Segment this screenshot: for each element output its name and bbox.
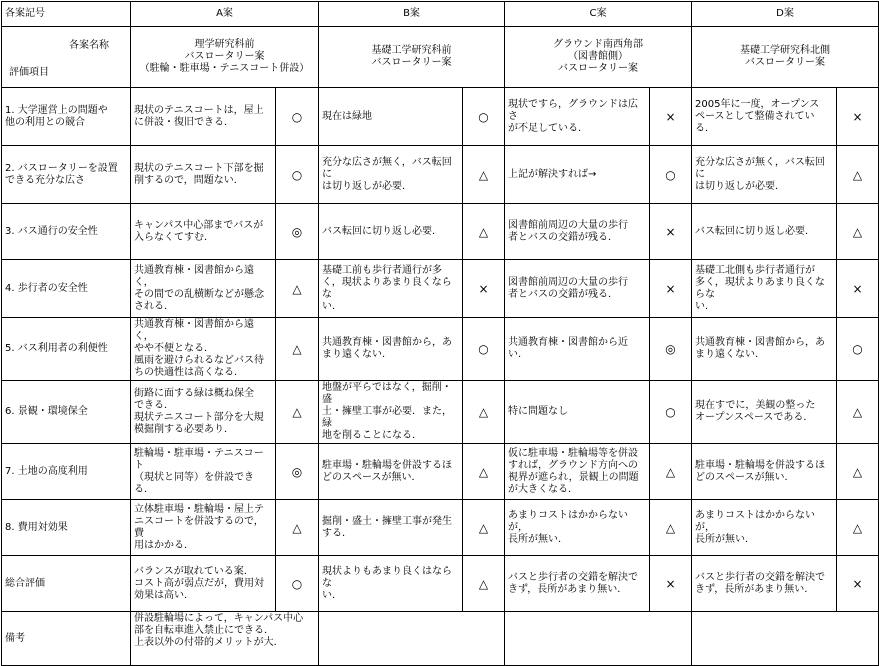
plan-b-comment: 地盤が平らではなく，掘削・盛 土・擁壁工事が必要．また，緑 地を削ることになる．	[319, 381, 463, 444]
criterion-row	[2, 204, 879, 260]
plan-c-comment: 仮に駐車場・駐輪場等を併設 すれば，グラウンド方向への 視界が遮られ，景観上の問題 が大きくなる．	[505, 444, 650, 500]
criterion-row	[2, 88, 879, 146]
plan-a-rating-mark: △	[276, 381, 319, 444]
plan-c-rating-mark: ○	[650, 146, 692, 204]
plan-d-comment: 2005年に一度，オープンス ペースとして整備されている．	[692, 88, 837, 146]
plan-d-rating-mark: △	[837, 444, 879, 500]
plan-a-rating-mark: △	[276, 500, 319, 556]
plan-d-comment: 駐車場・駐輪場を併設するほ どのスペースが無い．	[692, 444, 837, 500]
plan-d-comment: 基礎工北側も歩行者通行が 多く，現状よりあまり良くならな い．	[692, 260, 837, 318]
remarks-row	[2, 612, 879, 666]
plan-b-rating-mark: △	[463, 146, 505, 204]
plan-a-comment: キャンパス中心部までバスが 入らなくてすむ．	[131, 204, 276, 260]
plan-b-comment: 掘削・盛土・擁壁工事が発生 する．	[319, 500, 463, 556]
plan-a-name: 理学研究科前 バスロータリー案 （駐輪・駐車場・テニスコート併設）	[131, 27, 319, 88]
plan-c-rating-mark: △	[650, 500, 692, 556]
plan-c-key: C案	[505, 2, 692, 27]
plan-a-key: A案	[131, 2, 319, 27]
criterion-row	[2, 500, 879, 556]
plan-c-rating-mark: ×	[650, 556, 692, 612]
plan-c-comment: 上記が解決すれば→	[505, 146, 650, 204]
plan-a-rating-mark: △	[276, 318, 319, 381]
criterion-label: 総合評価	[2, 556, 131, 612]
plan-b-rating-mark: △	[463, 500, 505, 556]
plan-a-rating-mark: ◎	[276, 444, 319, 500]
plan-a-comment: 立体駐車場・駐輪場・屋上テ ニスコートを併設するので，費 用はかかる．	[131, 500, 276, 556]
plan-b-comment: バス転回に切り返し必要．	[319, 204, 463, 260]
plan-d-remarks	[692, 612, 879, 666]
plan-c-rating-mark: ○	[650, 381, 692, 444]
criterion-label: 6. 景観・環境保全	[2, 381, 131, 444]
plan-d-rating-mark: ×	[837, 88, 879, 146]
plan-a-comment: バランスが取れている案． コスト高が弱点だが，費用対 効果は高い．	[131, 556, 276, 612]
criterion-label: 2. バスロータリーを設置 できる充分な広さ	[2, 146, 131, 204]
plan-b-rating-mark: ○	[463, 318, 505, 381]
plan-d-comment: 共通教育棟・図書館から，あ まり遠くない．	[692, 318, 837, 381]
criterion-row	[2, 381, 879, 444]
criterion-label: 7. 土地の高度利用	[2, 444, 131, 500]
plan-d-rating-mark: ○	[837, 318, 879, 381]
plan-a-comment: 現状のテニスコートは，屋上 に併設・復旧できる．	[131, 88, 276, 146]
plan-b-key: B案	[319, 2, 505, 27]
plan-c-comment: あまりコストはかからないが， 長所が無い．	[505, 500, 650, 556]
name-header-cell	[2, 27, 131, 88]
plan-a-rating-mark: ○	[276, 146, 319, 204]
plan-c-rating-mark: △	[650, 444, 692, 500]
corner-label: 各案記号	[2, 2, 131, 27]
plan-d-rating-mark: △	[837, 146, 879, 204]
plan-c-rating-mark: ×	[650, 88, 692, 146]
plan-c-rating-mark: ×	[650, 204, 692, 260]
plan-a-comment: 共通教育棟・図書館から遠く， その間での乱横断などが懸念 される．	[131, 260, 276, 318]
plan-c-comment: 現状ですら，グラウンドは広さ が不足している．	[505, 88, 650, 146]
criterion-label: 5. バス利用者の利便性	[2, 318, 131, 381]
plan-a-comment: 街路に面する緑は概ね保全 できる． 現状テニスコート部分を大規 模掘削する必要あり．	[131, 381, 276, 444]
plan-b-remarks	[319, 612, 505, 666]
criterion-label: 8. 費用対効果	[2, 500, 131, 556]
plan-b-name: 基礎工学研究科前 バスロータリー案	[319, 27, 505, 88]
criterion-label: 1. 大学運営上の問題や 他の利用との競合	[2, 88, 131, 146]
plan-c-comment: 共通教育棟・図書館から近 い．	[505, 318, 650, 381]
plan-d-comment: あまりコストはかからないが， 長所が無い．	[692, 500, 837, 556]
plan-a-rating-mark: △	[276, 260, 319, 318]
plan-a-comment: 共通教育棟・図書館から遠く， やや不便となる． 風雨を避けられるなどバス待 ちの快適性は高くなる．	[131, 318, 276, 381]
plan-d-comment: 充分な広さが無く，バス転回に は切り返しが必要．	[692, 146, 837, 204]
plan-b-rating-mark: ×	[463, 260, 505, 318]
plan-d-comment: バスと歩行者の交錯を解決で きず，長所があまり無い．	[692, 556, 837, 612]
plan-c-name: グラウンド南西角部 （図書館側） バスロータリー案	[505, 27, 692, 88]
plan-b-comment: 現在は緑地	[319, 88, 463, 146]
name-header-bottom: 評価項目	[9, 67, 49, 78]
criterion-row	[2, 260, 879, 318]
plan-a-remarks: 併設駐輪場によって，キャンパス中心 部を自転車進入禁止にできる． 上表以外の付帯的メリットが大．	[131, 612, 319, 666]
plan-c-comment: バスと歩行者の交錯を解決で きず，長所があまり無い．	[505, 556, 650, 612]
plan-d-rating-mark: △	[837, 500, 879, 556]
plan-b-rating-mark: ○	[463, 88, 505, 146]
plan-d-rating-mark: △	[837, 381, 879, 444]
plan-d-rating-mark: △	[837, 204, 879, 260]
criterion-row	[2, 556, 879, 612]
plan-c-comment: 特に問題なし	[505, 381, 650, 444]
plan-b-comment: 基礎工前も歩行者通行が多 く，現状よりあまり良くならな い．	[319, 260, 463, 318]
criterion-label: 3. バス通行の安全性	[2, 204, 131, 260]
plan-a-comment: 現状のテニスコート下部を掘 削するので，問題ない．	[131, 146, 276, 204]
plan-d-name: 基礎工学研究科北側 バスロータリー案	[692, 27, 879, 88]
plan-b-comment: 現状よりもあまり良くはならな い．	[319, 556, 463, 612]
plan-b-rating-mark: △	[463, 444, 505, 500]
plan-a-rating-mark: ○	[276, 88, 319, 146]
criterion-row	[2, 146, 879, 204]
plan-b-rating-mark: △	[463, 556, 505, 612]
criterion-row	[2, 444, 879, 500]
plan-b-rating-mark: △	[463, 381, 505, 444]
plan-name-row	[2, 27, 879, 88]
plan-b-comment: 共通教育棟・図書館から，あ まり遠くない．	[319, 318, 463, 381]
criterion-label: 4. 歩行者の安全性	[2, 260, 131, 318]
plan-a-rating-mark: ○	[276, 556, 319, 612]
plan-b-rating-mark: △	[463, 204, 505, 260]
evaluation-table	[1, 1, 879, 666]
name-header-top: 各案名称	[69, 40, 109, 51]
plan-d-comment: バス転回に切り返し必要．	[692, 204, 837, 260]
plan-b-comment: 充分な広さが無く，バス転回に は切り返しが必要．	[319, 146, 463, 204]
plan-a-rating-mark: ◎	[276, 204, 319, 260]
plan-c-rating-mark: ×	[650, 260, 692, 318]
plan-c-comment: 図書館前周辺の大量の歩行 者とバスの交錯が残る．	[505, 204, 650, 260]
plan-d-comment: 現在すでに，美観の整った オープンスペースである．	[692, 381, 837, 444]
plan-d-rating-mark: ×	[837, 556, 879, 612]
plan-d-key: D案	[692, 2, 879, 27]
plan-d-rating-mark: ×	[837, 260, 879, 318]
plan-c-remarks	[505, 612, 692, 666]
plan-c-rating-mark: ◎	[650, 318, 692, 381]
plan-c-comment: 図書館前周辺の大量の歩行 者とバスの交錯が残る．	[505, 260, 650, 318]
plan-a-comment: 駐輪場・駐車場・テニスコート （現状と同等）を併設できる．	[131, 444, 276, 500]
plan-b-comment: 駐車場・駐輪場を併設するほ どのスペースが無い．	[319, 444, 463, 500]
criterion-row	[2, 318, 879, 381]
remarks-label: 備考	[2, 612, 131, 666]
plan-key-row	[2, 2, 879, 27]
